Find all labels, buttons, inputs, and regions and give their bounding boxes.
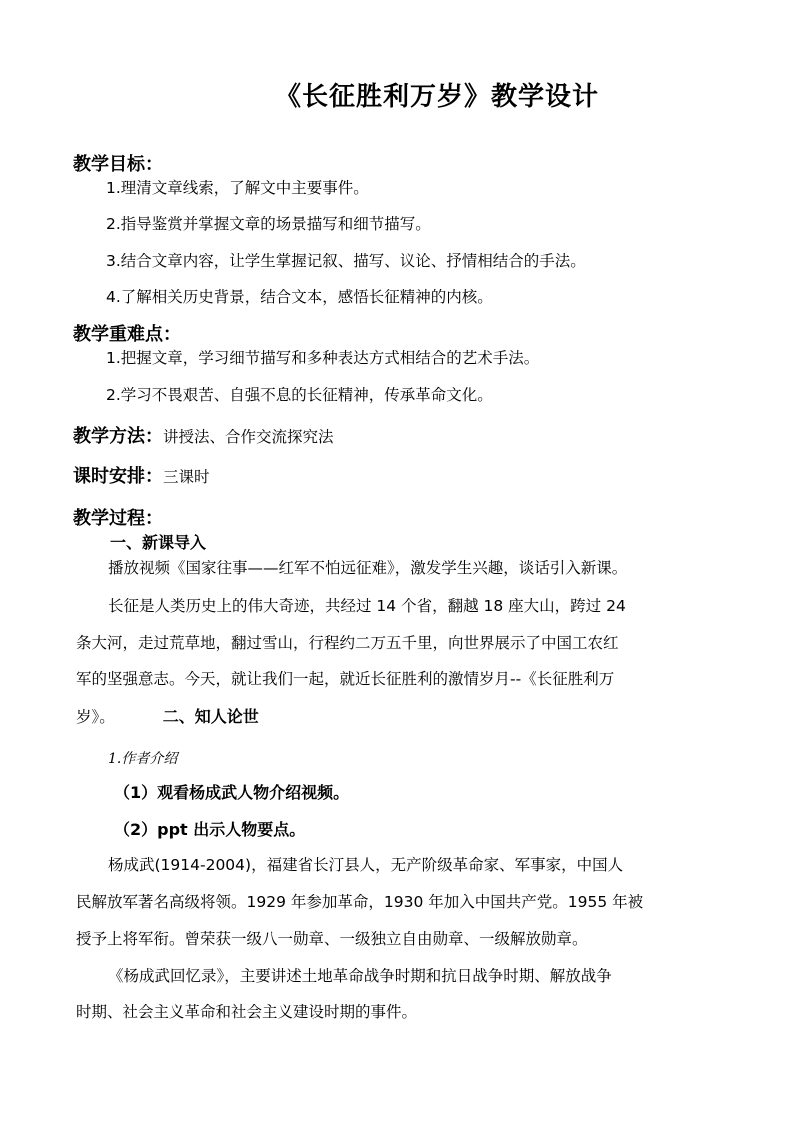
- author-intro-label: 1.作者介绍: [108, 751, 178, 767]
- schedule-heading: 课时安排：: [73, 466, 163, 487]
- objective-item: 2.指导鉴赏并掌握文章的场景描写和细节描写。: [106, 215, 431, 233]
- section2-heading: 二、知人论世: [162, 707, 259, 726]
- methods-heading: 教学方法：: [73, 426, 163, 447]
- step-item: （1）观看杨成武人物介绍视频。: [114, 783, 350, 802]
- process-heading: 教学过程：: [73, 508, 163, 529]
- section1-last-line: [76, 704, 259, 727]
- methods-line: [73, 422, 334, 448]
- section1-paragraph: 军的坚强意志。今天，就让我们一起，就近长征胜利的激情岁月--《长征胜利万: [76, 670, 615, 688]
- key-point-item: 1.把握文章，学习细节描写和多种表达方式相结合的艺术手法。: [106, 349, 540, 367]
- memoir-paragraph: 《杨成武回忆录》，主要讲述土地革命战争时期和抗日战争时期、解放战争: [108, 967, 612, 985]
- methods-text: 讲授法、合作交流探究法: [163, 428, 334, 446]
- section1-heading: 一、新课导入: [110, 533, 207, 552]
- section1-paragraph: 长征是人类历史上的伟大奇迹，共经过 14 个省，翻越 18 座大山，跨过 24: [108, 597, 626, 615]
- key-points-heading: 教学重难点：: [73, 324, 181, 345]
- section1-paragraph: 条大河，走过荒草地，翻过雪山，行程约二万五千里，向世界展示了中国工农红: [76, 634, 619, 652]
- step-item: （2）ppt 出示人物要点。: [114, 820, 306, 839]
- objective-item: 1.理清文章线索，了解文中主要事件。: [106, 179, 369, 197]
- bio-paragraph: 民解放军著名高级将领。1929 年参加革命，1930 年加入中国共产党。1955 年被: [76, 893, 644, 911]
- schedule-line: [73, 462, 210, 488]
- objective-item: 4.了解相关历史背景，结合文本，感悟长征精神的内核。: [106, 288, 493, 306]
- key-point-item: 2.学习不畏艰苦、自强不息的长征精神，传承革命文化。: [106, 386, 493, 404]
- section1-paragraph: 播放视频《国家往事——红军不怕远征难》，激发学生兴趣，谈话引入新课。: [108, 559, 628, 577]
- objective-item: 3.结合文章内容，让学生掌握记叙、描写、议论、抒情相结合的手法。: [106, 252, 586, 270]
- memoir-paragraph: 时期、社会主义革命和社会主义建设时期的事件。: [76, 1003, 418, 1021]
- bio-paragraph: 杨成武(1914-2004)，福建省长汀县人，无产阶级革命家、军事家，中国人: [108, 856, 624, 874]
- document-title: 《长征胜利万岁》教学设计: [274, 82, 599, 112]
- objectives-heading: 教学目标：: [73, 154, 163, 175]
- section1-paragraph: 岁》。: [76, 708, 115, 726]
- schedule-text: 三课时: [163, 468, 210, 486]
- bio-paragraph: 授予上将军衔。曾荣获一级八一勋章、一级独立自由勋章、一级解放勋章。: [76, 930, 588, 948]
